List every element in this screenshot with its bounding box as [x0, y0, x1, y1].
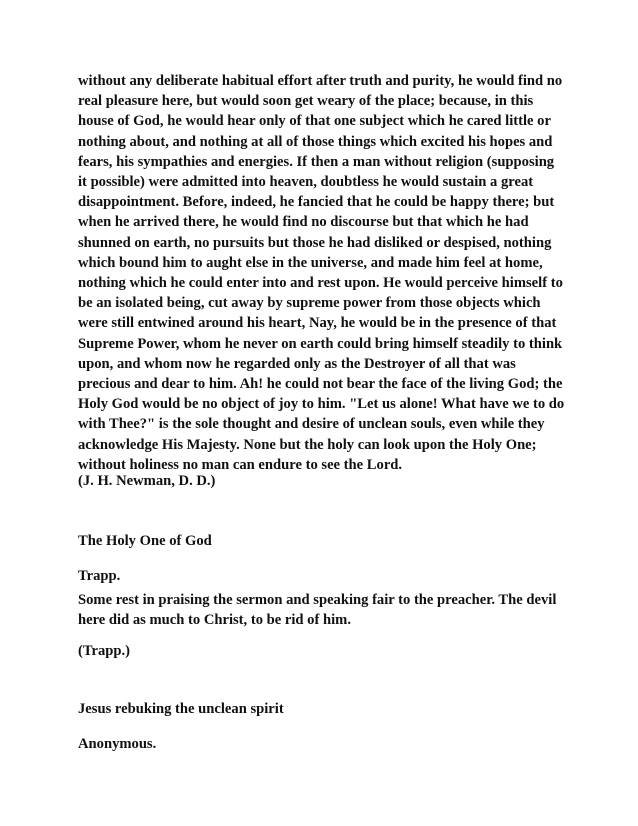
paragraph-line: real pleasure here, but would soon get weary of the place; because, in this — [78, 93, 534, 110]
paragraph-line: Holy God would be no object of joy to him. "Let us alone! What have we to do — [78, 396, 565, 413]
author-anonymous — [78, 734, 568, 754]
section-heading-jesus — [78, 699, 568, 719]
paragraph-line: acknowledge His Majesty. None but the holy can look upon the Holy One; — [78, 436, 537, 453]
paragraph-line: without holiness no man can endure to see the Lord. — [78, 456, 403, 473]
citation-newman — [78, 471, 568, 491]
section-heading-holy-one — [78, 531, 568, 551]
paragraph-line: it possible) were admitted into heaven, doubtless he would sustain a great — [78, 174, 534, 191]
section-heading: The Holy One of God — [78, 533, 212, 549]
section-heading: Jesus rebuking the unclean spirit — [78, 701, 284, 717]
paragraph-line: Supreme Power, whom he never on earth could bring himself steadily to think — [78, 335, 563, 352]
main-paragraph — [78, 71, 568, 475]
paragraph-line: be an isolated being, cut away by supreme power from those objects which — [78, 295, 541, 312]
paragraph-line: which bound him to aught else in the universe, and made him feel at home, — [78, 254, 543, 271]
author-name: Anonymous. — [78, 736, 157, 752]
paragraph-line: upon, and whom now he regarded only as the Destroyer of all that was — [78, 355, 516, 372]
paragraph-line: house of God, he would hear only of that one subject which he cared little or — [78, 113, 551, 130]
paragraph-line: nothing which he could enter into and rest upon. He would perceive himself to — [78, 275, 563, 292]
paragraph-line: disappointment. Before, indeed, he fancied that he could be happy there; but — [78, 194, 555, 211]
citation-trapp — [78, 641, 568, 661]
citation-text: (J. H. Newman, D. D.) — [78, 473, 216, 489]
paragraph-line: were still entwined around his heart, Nay, he would be in the presence of that — [78, 315, 557, 332]
paragraph-line: without any deliberate habitual effort after truth and purity, he would find no — [78, 73, 563, 89]
citation-text: (Trapp.) — [78, 643, 131, 659]
paragraph-trapp — [78, 590, 568, 630]
paragraph-line: when he arrived there, he would find no discourse but that which he had — [78, 214, 529, 231]
paragraph-line: here did as much to Christ, to be rid of him. — [78, 612, 351, 629]
paragraph-line: fears, his sympathies and energies. If then a man without religion (supposing — [78, 153, 555, 170]
paragraph-line: shunned on earth, no pursuits but those he had disliked or despised, nothing — [78, 234, 552, 251]
author-trapp — [78, 566, 568, 586]
paragraph-line: Some rest in praising the sermon and speaking fair to the preacher. The devil — [78, 592, 557, 608]
paragraph-line: nothing about, and nothing at all of those things which excited his hopes and — [78, 133, 553, 150]
author-name: Trapp. — [78, 568, 121, 584]
paragraph-line: precious and dear to him. Ah! he could not bear the face of the living God; the — [78, 376, 563, 393]
paragraph-line: with Thee?" is the sole thought and desire of unclean souls, even while they — [78, 416, 545, 433]
